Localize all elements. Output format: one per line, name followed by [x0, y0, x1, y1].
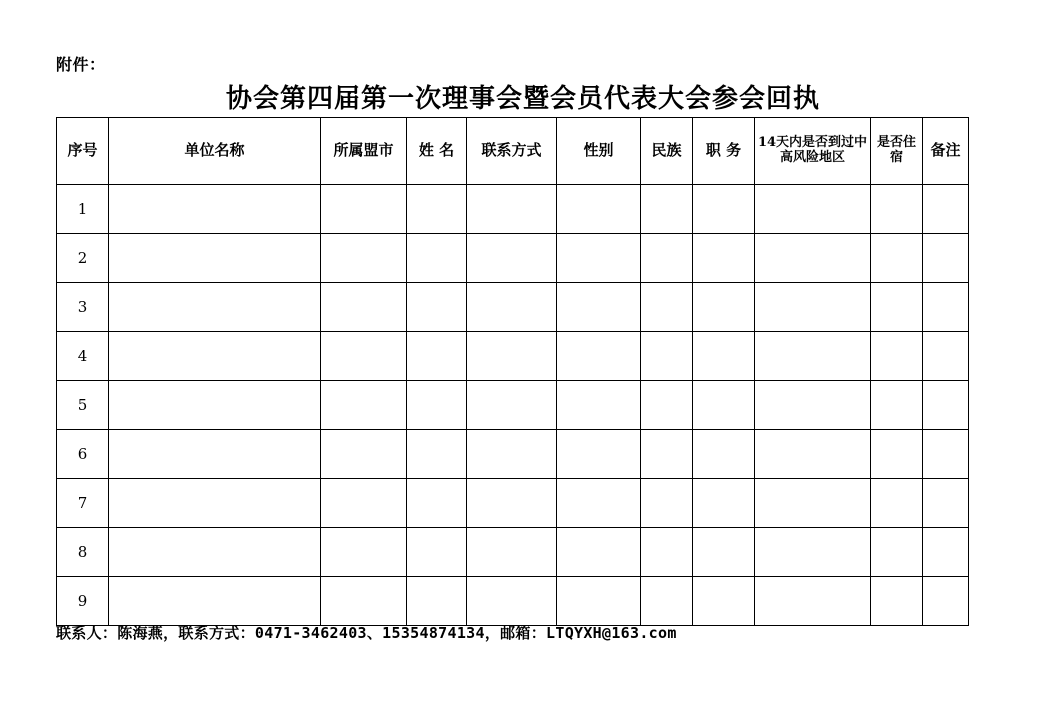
cell-ethnicity[interactable] — [641, 381, 693, 430]
cell-remark[interactable] — [923, 283, 969, 332]
cell-position[interactable] — [693, 430, 755, 479]
cell-position[interactable] — [693, 185, 755, 234]
cell-name[interactable] — [407, 381, 467, 430]
cell-gender[interactable] — [557, 479, 641, 528]
cell-contact[interactable] — [467, 234, 557, 283]
cell-risk-area[interactable] — [755, 381, 871, 430]
attachment-label: 附件： — [56, 55, 106, 74]
contact-phone-numbers: 0471-3462403、15354874134 — [254, 624, 485, 642]
cell-name[interactable] — [407, 528, 467, 577]
cell-unit[interactable] — [109, 332, 321, 381]
cell-index: 6 — [57, 430, 109, 479]
column-header-ethnicity: 民族 — [641, 118, 693, 185]
email-prefix-text: ，邮箱： — [484, 624, 547, 642]
cell-gender[interactable] — [557, 332, 641, 381]
cell-position[interactable] — [693, 528, 755, 577]
cell-city[interactable] — [321, 577, 407, 626]
cell-remark[interactable] — [923, 381, 969, 430]
cell-contact[interactable] — [467, 528, 557, 577]
cell-index: 7 — [57, 479, 109, 528]
cell-index: 8 — [57, 528, 109, 577]
table-row — [57, 332, 969, 381]
cell-risk-area[interactable] — [755, 234, 871, 283]
cell-position[interactable] — [693, 283, 755, 332]
table-row — [57, 577, 969, 626]
cell-unit[interactable] — [109, 234, 321, 283]
cell-lodging[interactable] — [871, 577, 923, 626]
table-row — [57, 479, 969, 528]
cell-ethnicity[interactable] — [641, 332, 693, 381]
cell-unit[interactable] — [109, 577, 321, 626]
column-header-gender: 性别 — [557, 118, 641, 185]
cell-index: 2 — [57, 234, 109, 283]
cell-unit[interactable] — [109, 283, 321, 332]
cell-position[interactable] — [693, 479, 755, 528]
cell-position[interactable] — [693, 381, 755, 430]
cell-ethnicity[interactable] — [641, 430, 693, 479]
column-header-risk-area: 14天内是否到过中高风险地区 — [755, 118, 871, 185]
table-row — [57, 185, 969, 234]
cell-lodging[interactable] — [871, 234, 923, 283]
cell-gender[interactable] — [557, 234, 641, 283]
cell-contact[interactable] — [467, 332, 557, 381]
column-header-remark: 备注 — [923, 118, 969, 185]
cell-contact[interactable] — [467, 185, 557, 234]
cell-gender[interactable] — [557, 381, 641, 430]
contact-prefix-text: 联系人：陈海燕，联系方式： — [56, 624, 255, 642]
cell-ethnicity[interactable] — [641, 234, 693, 283]
cell-name[interactable] — [407, 577, 467, 626]
cell-remark[interactable] — [923, 479, 969, 528]
cell-gender[interactable] — [557, 430, 641, 479]
contact-email: LTQYXH@163.com — [546, 624, 677, 642]
column-header-position: 职 务 — [693, 118, 755, 185]
cell-remark[interactable] — [923, 234, 969, 283]
cell-contact[interactable] — [467, 430, 557, 479]
cell-lodging[interactable] — [871, 283, 923, 332]
cell-lodging[interactable] — [871, 332, 923, 381]
cell-unit[interactable] — [109, 430, 321, 479]
cell-risk-area[interactable] — [755, 528, 871, 577]
cell-gender[interactable] — [557, 185, 641, 234]
cell-name[interactable] — [407, 283, 467, 332]
cell-name[interactable] — [407, 234, 467, 283]
cell-lodging[interactable] — [871, 430, 923, 479]
cell-remark[interactable] — [923, 577, 969, 626]
cell-risk-area[interactable] — [755, 479, 871, 528]
column-header-name: 姓 名 — [407, 118, 467, 185]
cell-city[interactable] — [321, 479, 407, 528]
contact-footer — [56, 622, 677, 643]
cell-city[interactable] — [321, 234, 407, 283]
cell-contact[interactable] — [467, 479, 557, 528]
cell-index: 4 — [57, 332, 109, 381]
cell-remark[interactable] — [923, 528, 969, 577]
cell-risk-area[interactable] — [755, 283, 871, 332]
cell-contact[interactable] — [467, 283, 557, 332]
cell-unit[interactable] — [109, 185, 321, 234]
cell-unit[interactable] — [109, 528, 321, 577]
cell-position[interactable] — [693, 332, 755, 381]
cell-index: 9 — [57, 577, 109, 626]
cell-city[interactable] — [321, 381, 407, 430]
table-body — [57, 185, 969, 626]
cell-city[interactable] — [321, 283, 407, 332]
cell-remark[interactable] — [923, 332, 969, 381]
cell-gender[interactable] — [557, 283, 641, 332]
cell-lodging[interactable] — [871, 528, 923, 577]
column-header-unit: 单位名称 — [109, 118, 321, 185]
cell-unit[interactable] — [109, 479, 321, 528]
column-header-lodging: 是否住宿 — [871, 118, 923, 185]
cell-lodging[interactable] — [871, 479, 923, 528]
cell-index: 1 — [57, 185, 109, 234]
cell-city[interactable] — [321, 430, 407, 479]
cell-risk-area[interactable] — [755, 332, 871, 381]
cell-name[interactable] — [407, 185, 467, 234]
cell-lodging[interactable] — [871, 381, 923, 430]
cell-gender[interactable] — [557, 577, 641, 626]
cell-contact[interactable] — [467, 381, 557, 430]
cell-remark[interactable] — [923, 430, 969, 479]
registration-form-table — [56, 117, 969, 626]
cell-ethnicity[interactable] — [641, 577, 693, 626]
cell-city[interactable] — [321, 332, 407, 381]
cell-position[interactable] — [693, 577, 755, 626]
cell-remark[interactable] — [923, 185, 969, 234]
cell-risk-area[interactable] — [755, 430, 871, 479]
table-row — [57, 381, 969, 430]
cell-name[interactable] — [407, 479, 467, 528]
cell-ethnicity[interactable] — [641, 185, 693, 234]
column-header-index: 序号 — [57, 118, 109, 185]
column-header-city: 所属盟市 — [321, 118, 407, 185]
column-header-contact: 联系方式 — [467, 118, 557, 185]
table-row — [57, 283, 969, 332]
cell-name[interactable] — [407, 430, 467, 479]
cell-position[interactable] — [693, 234, 755, 283]
cell-ethnicity[interactable] — [641, 479, 693, 528]
cell-contact[interactable] — [467, 577, 557, 626]
cell-lodging[interactable] — [871, 185, 923, 234]
cell-ethnicity[interactable] — [641, 528, 693, 577]
cell-city[interactable] — [321, 185, 407, 234]
table-row — [57, 430, 969, 479]
cell-gender[interactable] — [557, 528, 641, 577]
cell-risk-area[interactable] — [755, 185, 871, 234]
cell-index: 5 — [57, 381, 109, 430]
table-row — [57, 234, 969, 283]
cell-name[interactable] — [407, 332, 467, 381]
cell-unit[interactable] — [109, 381, 321, 430]
cell-index: 3 — [57, 283, 109, 332]
cell-risk-area[interactable] — [755, 577, 871, 626]
page-title: 协会第四届第一次理事会暨会员代表大会参会回执 — [225, 84, 820, 114]
table-header-row — [57, 118, 969, 185]
cell-ethnicity[interactable] — [641, 283, 693, 332]
cell-city[interactable] — [321, 528, 407, 577]
table-row — [57, 528, 969, 577]
